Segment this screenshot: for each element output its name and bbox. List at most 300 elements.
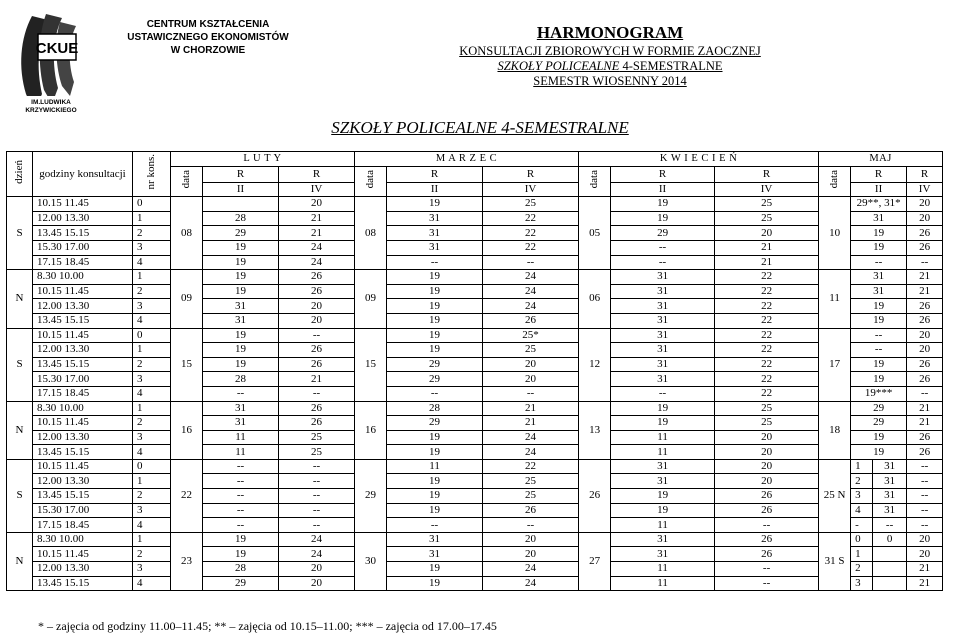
- table-cell: 19: [387, 284, 483, 299]
- date-cell: 17: [819, 328, 851, 401]
- date-cell: 08: [355, 197, 387, 270]
- table-cell: 26: [907, 445, 943, 460]
- table-cell: 21: [907, 416, 943, 431]
- table-cell: [873, 547, 907, 562]
- col-r: R: [715, 166, 819, 182]
- table-cell: 19: [611, 489, 715, 504]
- table-cell: 19: [611, 503, 715, 518]
- number-cell: 2: [133, 416, 171, 431]
- table-row: [7, 328, 943, 343]
- table-cell: 24: [483, 299, 579, 314]
- table-row: [7, 562, 943, 577]
- table-cell: 19: [387, 430, 483, 445]
- table-cell: --: [279, 328, 355, 343]
- table-cell: 29: [203, 226, 279, 241]
- table-cell: 31: [387, 532, 483, 547]
- number-cell: 4: [133, 386, 171, 401]
- table-cell: 31: [387, 240, 483, 255]
- col-hours: godziny konsultacji: [33, 152, 133, 197]
- hours-cell: 10.15 11.45: [33, 547, 133, 562]
- table-row: [7, 357, 943, 372]
- table-cell: 21: [907, 270, 943, 285]
- may-index-cell: 3: [851, 489, 873, 504]
- table-cell: 31: [611, 372, 715, 387]
- table-cell: 26: [907, 226, 943, 241]
- schedule-table: [6, 151, 943, 591]
- table-row: [7, 503, 943, 518]
- table-cell: 19: [851, 299, 907, 314]
- may-index-cell: 1: [851, 547, 873, 562]
- table-cell: 26: [279, 357, 355, 372]
- table-cell: 22: [715, 299, 819, 314]
- table-cell: 26: [279, 284, 355, 299]
- table-cell: --: [715, 576, 819, 591]
- table-cell: 24: [279, 547, 355, 562]
- table-cell: 31: [387, 226, 483, 241]
- table-row: [7, 576, 943, 591]
- table-cell: 20: [483, 372, 579, 387]
- table-row: [7, 284, 943, 299]
- table-cell: 31: [203, 401, 279, 416]
- table-cell: 19: [387, 197, 483, 212]
- month-header: L U T Y: [171, 152, 355, 167]
- table-cell: 31: [203, 416, 279, 431]
- table-cell: 24: [279, 532, 355, 547]
- date-cell: 16: [171, 401, 203, 459]
- hours-cell: 15.30 17.00: [33, 240, 133, 255]
- table-cell: 31: [851, 270, 907, 285]
- table-cell: 19: [387, 328, 483, 343]
- table-row: [7, 343, 943, 358]
- col-r: R: [907, 166, 943, 182]
- table-cell: 29: [387, 416, 483, 431]
- table-cell: 20: [907, 197, 943, 212]
- table-cell: 19: [203, 343, 279, 358]
- table-cell: 21: [483, 401, 579, 416]
- table-cell: --: [387, 255, 483, 270]
- hours-cell: 10.15 11.45: [33, 416, 133, 431]
- table-cell: 29: [851, 401, 907, 416]
- table-cell: 28: [203, 562, 279, 577]
- hours-cell: 13.45 15.15: [33, 226, 133, 241]
- table-cell: 26: [907, 313, 943, 328]
- table-cell: --: [715, 518, 819, 533]
- table-cell: 26: [907, 430, 943, 445]
- table-cell: 31: [851, 284, 907, 299]
- table-cell: 19: [203, 284, 279, 299]
- table-cell: 29: [851, 416, 907, 431]
- table-cell: 25: [483, 197, 579, 212]
- month-header: MAJ: [819, 152, 943, 167]
- subtitle-1: KONSULTACJI ZBIOROWYCH W FORMIE ZAOCZNEJ: [459, 44, 761, 58]
- col-sem-4: IV: [279, 182, 355, 197]
- table-cell: 22: [483, 226, 579, 241]
- table-cell: 20: [483, 547, 579, 562]
- table-cell: 19: [387, 270, 483, 285]
- number-cell: 3: [133, 562, 171, 577]
- table-cell: 22: [483, 211, 579, 226]
- number-cell: 4: [133, 445, 171, 460]
- table-cell: --: [387, 386, 483, 401]
- table-cell: --: [611, 240, 715, 255]
- table-cell: 26: [715, 547, 819, 562]
- table-cell: --: [483, 518, 579, 533]
- table-cell: 25: [483, 489, 579, 504]
- hours-cell: 13.45 15.15: [33, 576, 133, 591]
- table-cell: 19: [203, 547, 279, 562]
- table-cell: --: [279, 489, 355, 504]
- school-logo: [12, 8, 90, 118]
- hours-cell: 17.15 18.45: [33, 518, 133, 533]
- table-cell: 19: [387, 576, 483, 591]
- subtitle-2: SZKOŁY POLICEALNE 4-SEMESTRALNE: [497, 59, 723, 73]
- day-cell: N: [7, 401, 33, 459]
- table-cell: 11: [203, 430, 279, 445]
- date-cell: 23: [171, 532, 203, 590]
- table-cell: 19: [611, 401, 715, 416]
- table-cell: 25: [279, 430, 355, 445]
- table-cell: 11: [611, 445, 715, 460]
- table-cell: [203, 197, 279, 212]
- table-cell: 28: [203, 372, 279, 387]
- table-row: [7, 518, 943, 533]
- table-cell: --: [907, 503, 943, 518]
- table-row: [7, 255, 943, 270]
- table-cell: 31: [611, 532, 715, 547]
- table-cell: 19: [203, 328, 279, 343]
- table-cell: 26: [907, 372, 943, 387]
- month-header: K W I E C I E Ń: [579, 152, 819, 167]
- col-r: R: [387, 166, 483, 182]
- table-cell: 31: [611, 547, 715, 562]
- table-cell: 22: [483, 459, 579, 474]
- date-cell: 15: [355, 328, 387, 401]
- table-cell: 24: [279, 240, 355, 255]
- date-cell: 11: [819, 270, 851, 328]
- table-cell: 20: [715, 445, 819, 460]
- table-cell: 19: [387, 562, 483, 577]
- table-cell: 25: [715, 416, 819, 431]
- table-cell: 22: [715, 328, 819, 343]
- table-cell: 19: [387, 474, 483, 489]
- number-cell: 2: [133, 226, 171, 241]
- number-cell: 1: [133, 343, 171, 358]
- subtitle-3: SEMESTR WIOSENNY 2014: [533, 74, 687, 88]
- table-cell: 28: [387, 401, 483, 416]
- table-cell: --: [203, 459, 279, 474]
- hours-cell: 15.30 17.00: [33, 503, 133, 518]
- date-cell: 05: [579, 197, 611, 270]
- date-cell: 30: [355, 532, 387, 590]
- date-cell: 13: [579, 401, 611, 459]
- number-cell: 0: [133, 197, 171, 212]
- number-cell: 1: [133, 401, 171, 416]
- svg-text:IM.LUDWIKA: IM.LUDWIKA: [31, 99, 71, 106]
- number-cell: 2: [133, 284, 171, 299]
- date-cell: 18: [819, 401, 851, 459]
- table-cell: 31: [611, 474, 715, 489]
- table-cell: 22: [715, 313, 819, 328]
- table-cell: 22: [715, 284, 819, 299]
- table-row: [7, 211, 943, 226]
- may-index-cell: 4: [851, 503, 873, 518]
- table-cell: 0: [873, 532, 907, 547]
- table-row: [7, 489, 943, 504]
- table-cell: 19: [387, 489, 483, 504]
- table-cell: 19: [203, 357, 279, 372]
- table-cell: 29**, 31*: [851, 197, 907, 212]
- day-cell: N: [7, 270, 33, 328]
- hours-cell: 13.45 15.15: [33, 357, 133, 372]
- number-cell: 3: [133, 430, 171, 445]
- table-row: [7, 445, 943, 460]
- hours-cell: 10.15 11.45: [33, 459, 133, 474]
- number-cell: 0: [133, 328, 171, 343]
- date-cell: 31 S: [819, 532, 851, 590]
- table-cell: 20: [715, 474, 819, 489]
- day-cell: S: [7, 459, 33, 532]
- table-cell: --: [203, 489, 279, 504]
- table-cell: 25: [715, 211, 819, 226]
- table-cell: 21: [907, 562, 943, 577]
- table-cell: 24: [483, 430, 579, 445]
- table-cell: 26: [279, 270, 355, 285]
- table-cell: --: [907, 386, 943, 401]
- table-row: [7, 299, 943, 314]
- table-cell: 22: [715, 357, 819, 372]
- table-cell: 19: [611, 211, 715, 226]
- hours-cell: 8.30 10.00: [33, 270, 133, 285]
- table-cell: 26: [279, 343, 355, 358]
- table-row: [7, 401, 943, 416]
- section-title: SZKOŁY POLICEALNE 4-SEMESTRALNE: [331, 118, 629, 137]
- table-cell: 29: [203, 576, 279, 591]
- table-cell: 24: [483, 284, 579, 299]
- col-date: data: [579, 166, 611, 197]
- table-cell: 31: [611, 299, 715, 314]
- number-cell: 4: [133, 576, 171, 591]
- table-cell: 20: [907, 328, 943, 343]
- hours-cell: 17.15 18.45: [33, 255, 133, 270]
- hours-cell: 12.00 13.30: [33, 562, 133, 577]
- table-cell: 20: [907, 532, 943, 547]
- table-cell: 11: [387, 459, 483, 474]
- table-cell: 31: [387, 547, 483, 562]
- table-cell: --: [279, 386, 355, 401]
- date-cell: 26: [579, 459, 611, 532]
- table-cell: 25*: [483, 328, 579, 343]
- date-cell: 09: [355, 270, 387, 328]
- col-r: R: [611, 166, 715, 182]
- col-r: R: [851, 166, 907, 182]
- table-cell: 31: [203, 313, 279, 328]
- table-cell: 26: [715, 532, 819, 547]
- table-cell: 19: [387, 343, 483, 358]
- table-cell: 19: [851, 372, 907, 387]
- table-row: [7, 386, 943, 401]
- table-cell: --: [203, 386, 279, 401]
- table-cell: --: [203, 518, 279, 533]
- table-row: [7, 240, 943, 255]
- table-row: [7, 313, 943, 328]
- table-cell: 22: [715, 343, 819, 358]
- hours-cell: 12.00 13.30: [33, 474, 133, 489]
- number-cell: 2: [133, 357, 171, 372]
- table-cell: 19: [851, 430, 907, 445]
- table-cell: 20: [907, 547, 943, 562]
- hours-cell: 12.00 13.30: [33, 211, 133, 226]
- table-cell: 22: [715, 270, 819, 285]
- table-cell: 26: [907, 357, 943, 372]
- table-cell: --: [907, 489, 943, 504]
- table-row: [7, 372, 943, 387]
- number-cell: 3: [133, 372, 171, 387]
- table-cell: 26: [279, 416, 355, 431]
- col-sem-2: II: [851, 182, 907, 197]
- date-cell: 27: [579, 532, 611, 590]
- date-cell: 16: [355, 401, 387, 459]
- table-cell: 26: [483, 313, 579, 328]
- number-cell: 1: [133, 211, 171, 226]
- table-cell: 19: [203, 270, 279, 285]
- number-cell: 0: [133, 459, 171, 474]
- hours-cell: 13.45 15.15: [33, 445, 133, 460]
- table-row: [7, 532, 943, 547]
- table-cell: 19: [203, 532, 279, 547]
- table-row: [7, 430, 943, 445]
- table-cell: 11: [611, 576, 715, 591]
- table-row: [7, 547, 943, 562]
- hours-cell: 17.15 18.45: [33, 386, 133, 401]
- hours-cell: 8.30 10.00: [33, 532, 133, 547]
- table-cell: --: [907, 474, 943, 489]
- table-cell: 25: [483, 474, 579, 489]
- table-cell: 21: [715, 240, 819, 255]
- table-cell: 19: [387, 299, 483, 314]
- table-cell: 31: [873, 459, 907, 474]
- table-cell: 22: [715, 372, 819, 387]
- table-cell: 24: [483, 445, 579, 460]
- may-index-cell: 2: [851, 562, 873, 577]
- table-cell: 24: [483, 270, 579, 285]
- table-cell: 20: [279, 562, 355, 577]
- col-r: R: [279, 166, 355, 182]
- table-cell: 25: [715, 401, 819, 416]
- table-cell: 29: [387, 372, 483, 387]
- table-cell: 19: [203, 240, 279, 255]
- day-cell: N: [7, 532, 33, 590]
- table-cell: 21: [279, 211, 355, 226]
- table-cell: 20: [483, 357, 579, 372]
- header-row-months: [7, 152, 943, 167]
- table-cell: 26: [279, 401, 355, 416]
- hours-cell: 13.45 15.15: [33, 313, 133, 328]
- date-cell: 12: [579, 328, 611, 401]
- table-cell: 19: [851, 445, 907, 460]
- table-cell: 25: [715, 197, 819, 212]
- table-cell: 19: [611, 197, 715, 212]
- col-sem-4: IV: [715, 182, 819, 197]
- document-header: [400, 22, 820, 89]
- table-cell: 20: [279, 197, 355, 212]
- table-cell: 19: [611, 416, 715, 431]
- table-cell: 19***: [851, 386, 907, 401]
- table-cell: 19: [387, 445, 483, 460]
- hours-cell: 10.15 11.45: [33, 284, 133, 299]
- table-cell: 20: [907, 211, 943, 226]
- col-date: data: [819, 166, 851, 197]
- table-cell: 19: [851, 357, 907, 372]
- table-cell: --: [611, 386, 715, 401]
- table-cell: [873, 562, 907, 577]
- table-cell: --: [279, 518, 355, 533]
- table-row: [7, 416, 943, 431]
- logo-text: CKUE: [35, 40, 79, 57]
- footnote: * – zajęcia od godziny 11.00–11.45; ** – zajęcia od 10.15–11.00; *** – zajęcia od 17.00–17.45: [38, 619, 497, 633]
- table-cell: 31: [611, 284, 715, 299]
- table-cell: 20: [715, 430, 819, 445]
- table-cell: 22: [715, 386, 819, 401]
- table-cell: 20: [279, 313, 355, 328]
- table-row: [7, 226, 943, 241]
- date-cell: 25 N: [819, 459, 851, 532]
- table-cell: 19: [851, 240, 907, 255]
- number-cell: 1: [133, 270, 171, 285]
- may-index-cell: 2: [851, 474, 873, 489]
- table-cell: 26: [907, 240, 943, 255]
- table-cell: 20: [483, 532, 579, 547]
- day-cell: S: [7, 197, 33, 270]
- table-cell: 21: [279, 226, 355, 241]
- number-cell: 3: [133, 503, 171, 518]
- number-cell: 3: [133, 240, 171, 255]
- col-r: R: [483, 166, 579, 182]
- date-cell: 10: [819, 197, 851, 270]
- table-cell: 31: [611, 357, 715, 372]
- date-cell: 06: [579, 270, 611, 328]
- col-date: data: [171, 166, 203, 197]
- date-cell: 09: [171, 270, 203, 328]
- table-row: [7, 197, 943, 212]
- table-cell: --: [279, 474, 355, 489]
- number-cell: 4: [133, 255, 171, 270]
- table-cell: --: [483, 255, 579, 270]
- table-cell: 31: [387, 211, 483, 226]
- col-r: R: [203, 166, 279, 182]
- table-cell: 26: [715, 489, 819, 504]
- month-header: M A R Z E C: [355, 152, 579, 167]
- col-day: dzień: [7, 152, 33, 197]
- table-cell: --: [611, 255, 715, 270]
- table-cell: 20: [279, 299, 355, 314]
- hours-cell: 10.15 11.45: [33, 328, 133, 343]
- number-cell: 2: [133, 489, 171, 504]
- col-sem-4: IV: [483, 182, 579, 197]
- col-sem-4: IV: [907, 182, 943, 197]
- table-cell: 22: [483, 240, 579, 255]
- table-cell: 19: [851, 226, 907, 241]
- table-cell: 31: [611, 459, 715, 474]
- may-index-cell: 3: [851, 576, 873, 591]
- number-cell: 4: [133, 518, 171, 533]
- table-cell: [873, 576, 907, 591]
- table-cell: --: [851, 343, 907, 358]
- number-cell: 1: [133, 474, 171, 489]
- table-cell: 11: [611, 430, 715, 445]
- hours-cell: 8.30 10.00: [33, 401, 133, 416]
- may-index-cell: 0: [851, 532, 873, 547]
- col-sem-2: II: [611, 182, 715, 197]
